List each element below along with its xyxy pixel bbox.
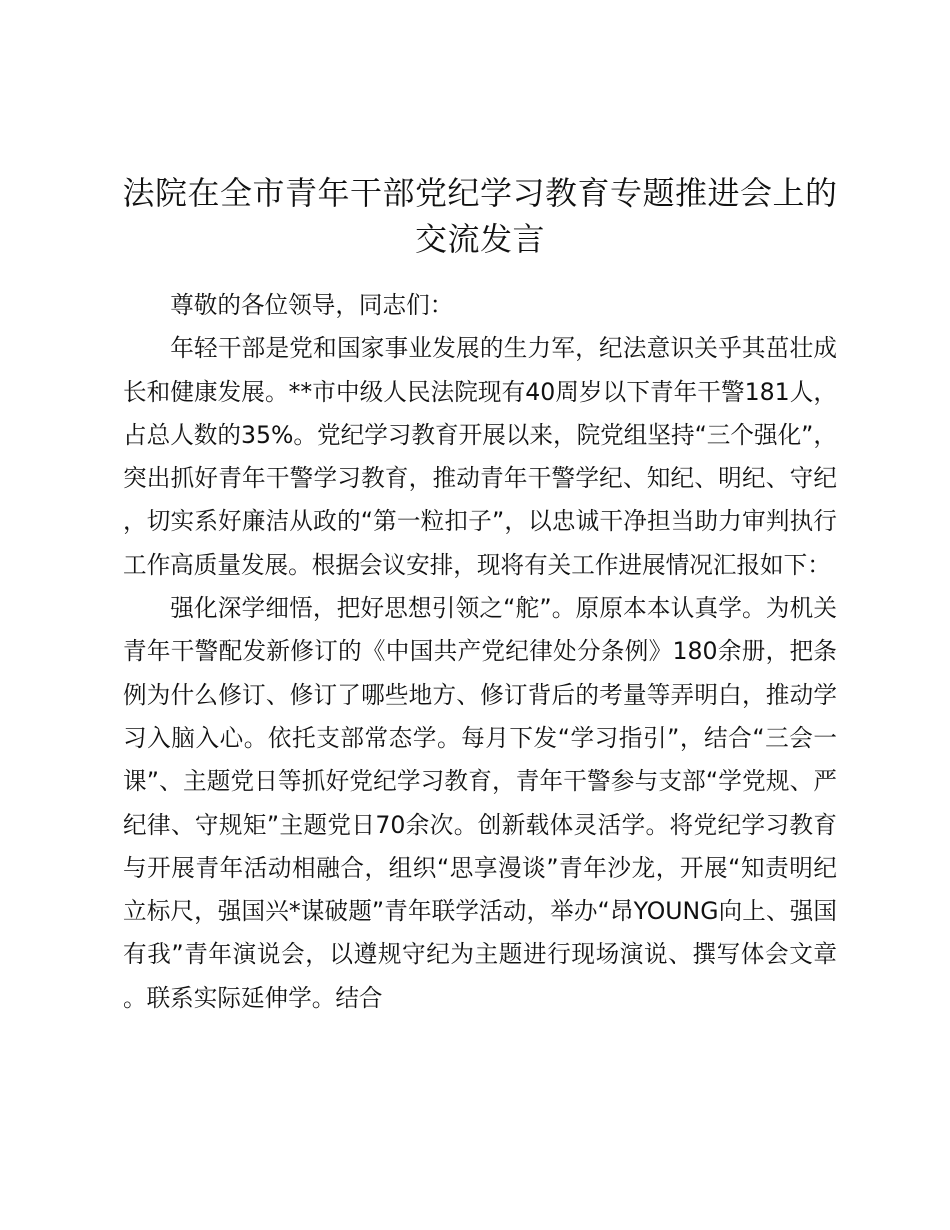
- paragraph-intro: 年轻干部是党和国家事业发展的生力军，纪法意识关乎其茁壮成长和健康发展。**市中级人民法院现有40周岁以下青年干警181人，占总人数的35%。党纪学习教育开展以来，院党组坚持“三个强化”，突出抓好青年干警学习教育，推动青年干警学纪、知纪、明纪、守纪，切实系好廉洁从政的“第一粒扣子”，以忠诚干净担当助力审判执行工作高质量发展。根据会议安排，现将有关工作进展情况汇报如下：: [123, 334, 837, 579]
- salutation: 尊敬的各位领导，同志们：: [170, 291, 454, 319]
- paragraph-study: 强化深学细悟，把好思想引领之“舵”。原原本本认真学。为机关青年干警配发新修订的《中国共产党纪律处分条例》180余册，把条例为什么修订、修订了哪些地方、修订背后的考量等弄明白，推动学习入脑入心。依托支部常态学。每月下发“学习指引”，结合“三会一课”、主题党日等抓好党纪学习教育，青年干警参与支部“学党规、严纪律、守规矩”主题党日70余次。创新载体灵活学。将党纪学习教育与开展青年活动相融合，组织“思享漫谈”青年沙龙，开展“知责明纪立标尺，强国兴*谋破题”青年联学活动，举办“昂YOUNG向上、强国有我”青年演说会，以遵规守纪为主题进行现场演说、撰写体会文章。联系实际延伸学。结合: [123, 594, 837, 1012]
- document-body: [123, 284, 837, 1020]
- document-title: 法院在全市青年干部党纪学习教育专题推进会上的交流发言: [122, 174, 838, 258]
